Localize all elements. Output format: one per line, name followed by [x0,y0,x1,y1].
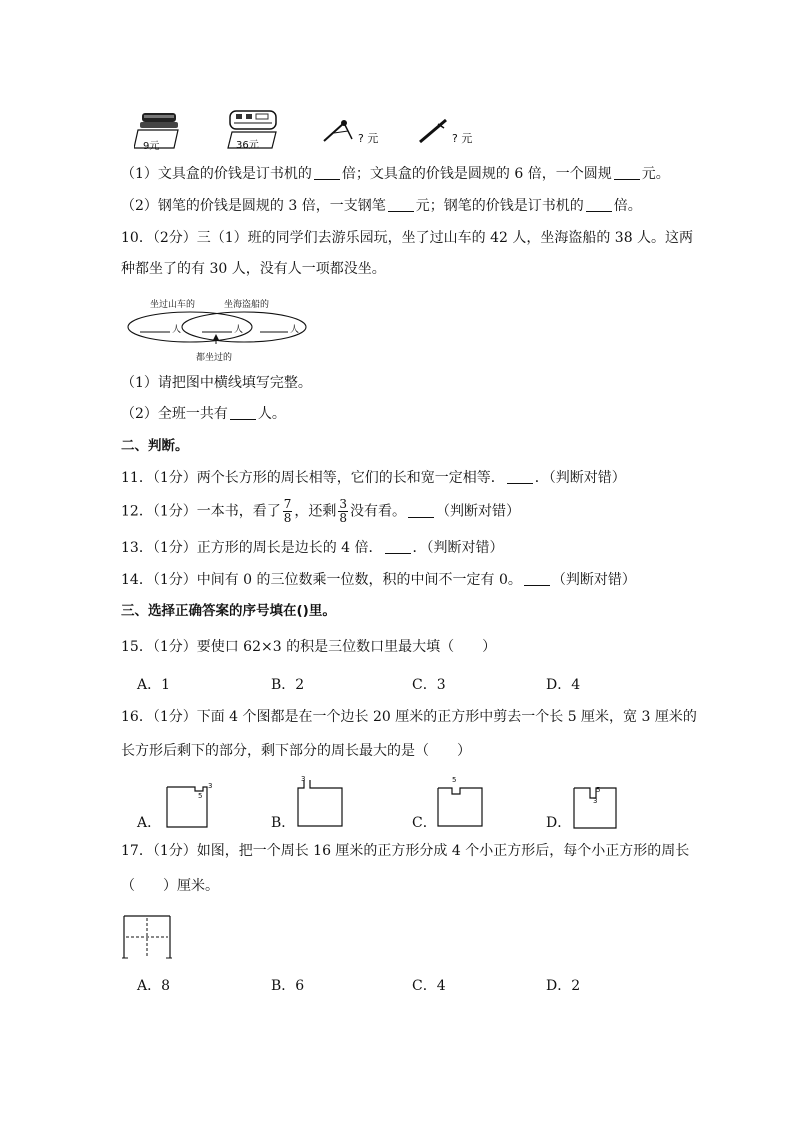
q16-figure-c [436,780,486,828]
venn-diagram [126,310,308,344]
q15-option-b[interactable]: B．2 [271,677,305,693]
q15-stem: 15．（1分）要使口 62×3 的积是三位数口里最大填（ ） [121,639,497,655]
q14: 14．（1分）中间有 0 的三位数乘一位数，积的中间不一定有 0。 （判断对错） [121,572,636,588]
q15-option-d[interactable]: D．4 [546,677,581,693]
venn-unit-mid: 人 [234,325,244,335]
q13: 13．（1分）正方形的周长是边长的 4 倍． ．（判断对错） [121,540,504,556]
pen-price: ? 元 [452,132,473,145]
q16-a-label-5: 5 [198,792,203,800]
q17-stem-line1: 17．（1分）如图，把一个周长 16 厘米的正方形分成 4 个小正方形后，每个小正方形的周长 [121,843,690,859]
fraction-7-8: $\frac{7}{8}$ [283,497,292,525]
pencil-case-price: 36元 [236,140,259,151]
q16-stem-line2: 长方形后剩下的部分，剩下部分的周长最大的是（ ） [121,743,471,759]
q16-stem-line1: 16．（1分）下面 4 个图都是在一个边长 20 厘米的正方形中剪去一个长 5 厘米，宽 3 厘米的 [121,709,697,725]
section-2-title: 二、判断。 [121,438,189,454]
answer-blank[interactable] [385,539,411,554]
fraction-3-8: $\frac{3}{8}$ [339,497,348,525]
q16-d-label-3: 3 [593,797,598,805]
q17-stem-line2: （ ）厘米。 [121,878,219,894]
answer-blank[interactable] [524,571,550,586]
answer-blank[interactable] [388,197,414,212]
q11: 11．（1分）两个长方形的周长相等，它们的长和宽一定相等． ．（判断对错） [121,470,626,486]
pen-image [418,116,450,144]
q17-option-a[interactable]: A．8 [137,978,171,994]
q16-a-label-3: 3 [208,782,213,790]
q9-part2: （2）钢笔的价钱是圆规的 3 倍，一支钢笔 元；钢笔的价钱是订书机的 倍。 [121,198,642,214]
compass-image [320,117,356,143]
q12: 12．（1分）一本书，看了 $\frac{7}{8}$ ，还剩 $\frac{3}{8}$ 没有看。 （判断对错） [121,497,521,525]
answer-blank[interactable] [230,405,256,420]
q9-part1: （1）文具盒的价钱是订书机的 倍；文具盒的价钱是圆规的 6 倍，一个圆规 元。 [121,166,670,182]
q17-option-b[interactable]: B．6 [271,978,305,994]
q16-option-b[interactable]: B． [271,815,296,831]
q16-option-c[interactable]: C． [412,815,437,831]
q17-option-c[interactable]: C．4 [412,978,446,994]
venn-right-label: 坐海盗船的 [224,300,270,310]
q10-stem-line2: 种都坐了的有 30 人，没有人一项都没坐。 [121,261,386,277]
q10-part1: （1）请把图中横线填写完整。 [121,375,312,391]
answer-blank[interactable] [614,165,640,180]
answer-blank[interactable] [408,503,434,518]
venn-bottom-label: 都坐过的 [196,353,233,363]
q15-option-c[interactable]: C．3 [412,677,446,693]
answer-blank[interactable] [314,165,340,180]
q17-square-figure [120,914,174,960]
q10-stem-line1: 10．（2分）三（1）班的同学们去游乐园玩，坐了过山车的 42 人，坐海盗船的 38 人。这两 [121,230,694,246]
q16-b-label-3: 3 [301,775,306,783]
venn-left-label: 坐过山车的 [150,300,196,310]
q15-option-a[interactable]: A．1 [137,677,171,693]
answer-blank[interactable] [586,197,612,212]
q10-part2: （2）全班一共有 人。 [121,406,286,422]
compass-price: ? 元 [358,132,379,145]
venn-unit-left: 人 [172,325,182,335]
q16-figure-b [296,778,346,828]
q17-option-d[interactable]: D．2 [546,978,581,994]
section-3-title: 三、选择正确答案的序号填在()里。 [121,603,336,619]
venn-unit-right: 人 [290,325,300,335]
q16-d-label-5: 5 [596,786,601,794]
q16-c-label-5: 5 [452,776,457,784]
q16-option-d[interactable]: D． [546,815,572,831]
answer-blank[interactable] [507,469,533,484]
q16-option-a[interactable]: A． [137,815,162,831]
stapler-price: 9元 [143,141,160,152]
